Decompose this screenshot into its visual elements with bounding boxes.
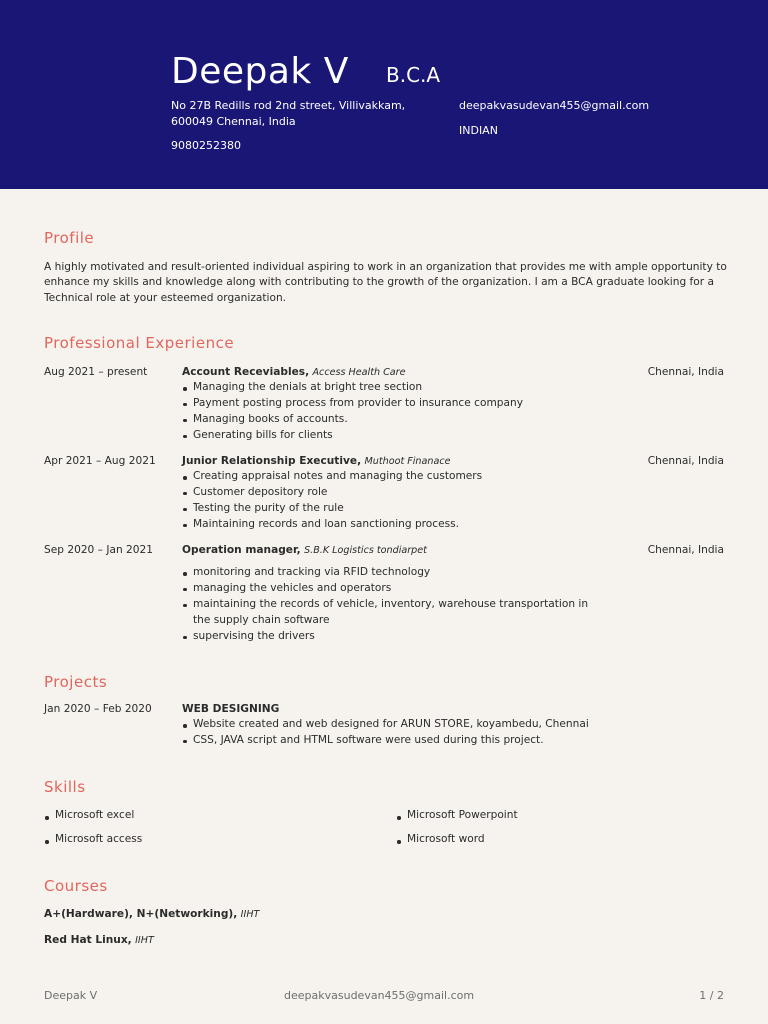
course-institute: IIHT [135, 935, 154, 946]
course-institute: IIHT [240, 909, 260, 920]
experience-date: Apr 2021 – Aug 2021 [44, 455, 156, 467]
skill-item: Microsoft excel [44, 809, 134, 821]
address [171, 98, 405, 130]
bullet-item: CSS, JAVA script and HTML software were used during this project. [182, 733, 589, 749]
experience-location: Chennai, India [647, 366, 724, 378]
project-title: WEB DESIGNING [182, 703, 280, 715]
courses-heading: Courses [44, 877, 108, 895]
skills-heading: Skills [44, 778, 86, 796]
company-name: Muthoot Finanace [364, 456, 451, 467]
candidate-name: Deepak V [171, 51, 349, 92]
experience-location: Chennai, India [647, 544, 724, 556]
role-title: Account Receviables, [182, 366, 310, 378]
bullet-item: Maintaining records and loan sanctioning process. [182, 517, 482, 533]
course-name: A+(Hardware), N+(Networking), [44, 908, 238, 920]
phone-number: 9080252380 [171, 139, 241, 152]
bullet-item: Website created and web designed for ARUN STORE, koyambedu, Chennai [182, 717, 589, 733]
bullet-item: Managing books of accounts. [182, 412, 523, 428]
role-title: Junior Relationship Executive, [182, 455, 362, 467]
bullet-item: supervising the drivers [182, 629, 602, 645]
project-name [182, 703, 279, 715]
address-line-2: 600049 Chennai, India [171, 115, 296, 128]
project-bullets [182, 717, 589, 749]
skill-item: Microsoft access [44, 833, 142, 845]
role-title: Operation manager, [182, 544, 301, 556]
company-name: Access Health Care [312, 367, 406, 378]
experience-bullets [182, 565, 602, 645]
profile-heading: Profile [44, 229, 95, 247]
email-link[interactable]: deepakvasudevan455@gmail.com [459, 99, 650, 112]
experience-bullets [182, 469, 482, 533]
bullet-item: Generating bills for clients [182, 428, 523, 444]
experience-heading: Professional Experience [44, 334, 235, 352]
resume-header [0, 0, 768, 189]
bullet-item: Managing the denials at bright tree section [182, 380, 523, 396]
bullet-item: Creating appraisal notes and managing the customers [182, 469, 482, 485]
experience-bullets [182, 380, 523, 444]
experience-role [182, 366, 406, 378]
bullet-item: Testing the purity of the rule [182, 501, 482, 517]
course-item [44, 908, 259, 920]
profile-summary: A highly motivated and result-oriented individual aspiring to work in an organization that provides me with ample opportunity to enhance my skills and knowledge along with contributing to the growth of the organization. I am a BCA graduate looking for a Technical role at your esteemed organization. [44, 261, 727, 304]
footer-name: Deepak V [44, 989, 98, 1002]
course-item [44, 934, 154, 946]
bullet-item: managing the vehicles and operators [182, 581, 602, 597]
company-name: S.B.K Logistics tondiarpet [304, 545, 427, 556]
candidate-degree: B.C.A [386, 63, 441, 87]
nationality: INDIAN [459, 124, 498, 137]
projects-heading: Projects [44, 673, 108, 691]
footer-email[interactable]: deepakvasudevan455@gmail.com [284, 989, 475, 1002]
address-line-1: No 27B Redills rod 2nd street, Villivakkam, [171, 99, 406, 112]
bullet-item: maintaining the records of vehicle, inventory, warehouse transportation in the supply chain software [182, 597, 602, 629]
skill-item: Microsoft word [396, 833, 485, 845]
experience-date: Sep 2020 – Jan 2021 [44, 544, 153, 556]
skill-item: Microsoft Powerpoint [396, 809, 518, 821]
course-name: Red Hat Linux, [44, 934, 132, 946]
project-date: Jan 2020 – Feb 2020 [44, 703, 152, 715]
experience-date: Aug 2021 – present [44, 366, 148, 378]
page-number: 1 / 2 [699, 989, 724, 1002]
bullet-item: monitoring and tracking via RFID technology [182, 565, 602, 581]
bullet-item: Customer depository role [182, 485, 482, 501]
experience-role [182, 544, 427, 556]
bullet-item: Payment posting process from provider to insurance company [182, 396, 523, 412]
experience-location: Chennai, India [647, 455, 724, 467]
experience-role [182, 455, 451, 467]
